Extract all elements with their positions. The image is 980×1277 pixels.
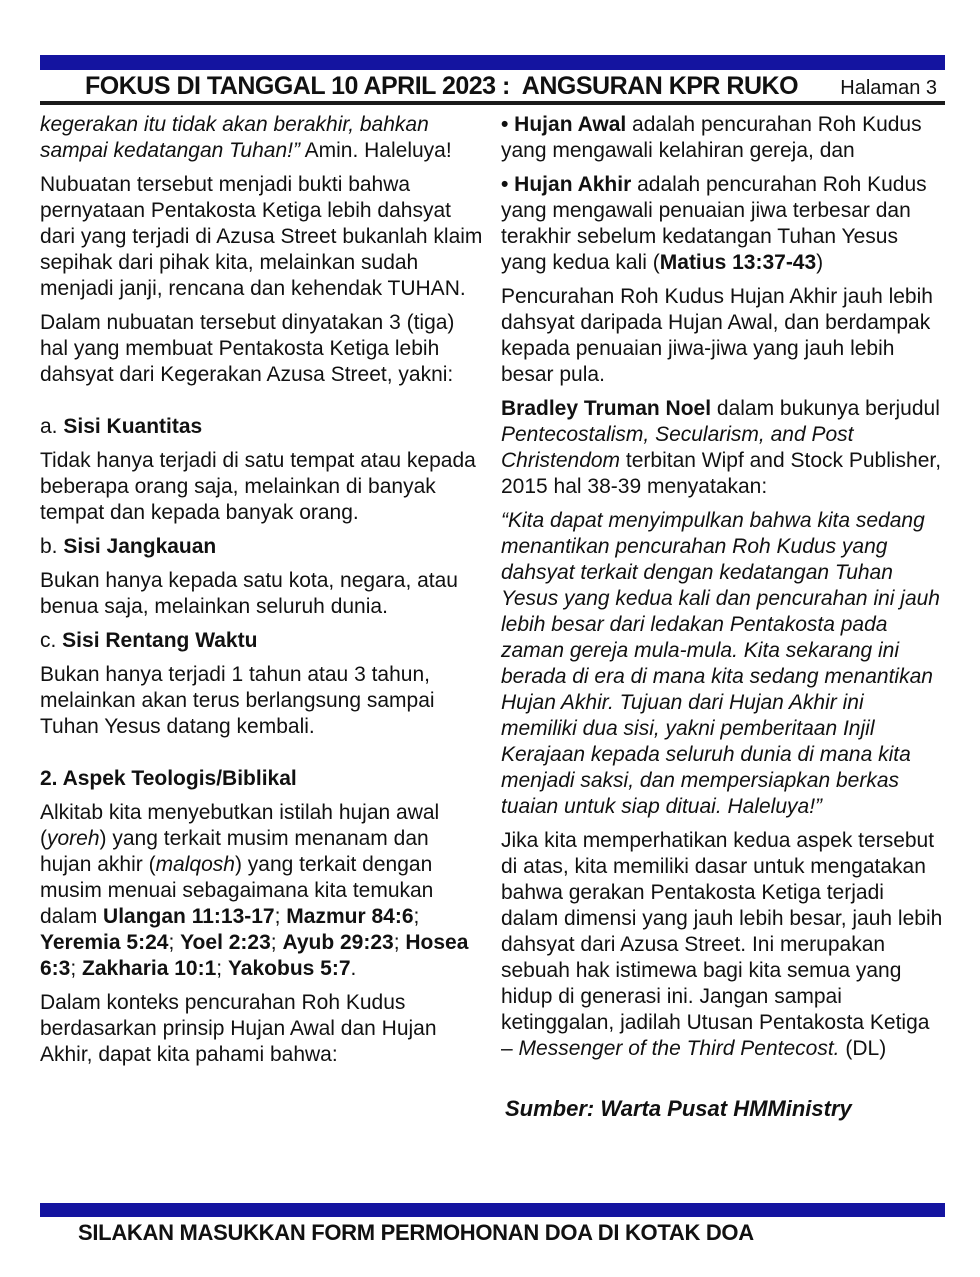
text-run: adalah pencurahan Roh Kudus yang mengawali penuaian jiwa terbesar dan terakhir sebelum kedatangan Tuhan Yesus yang kedua kali (	[501, 173, 927, 274]
paragraph	[40, 568, 483, 620]
text-run: Bukan hanya terjadi 1 tahun atau 3 tahun, melainkan akan terus berlangsung sampai Tuhan Yesus datang kembali.	[40, 663, 435, 738]
bullet-hujan-akhir	[501, 172, 944, 276]
text-run: ;	[216, 957, 228, 980]
text-run: ;	[270, 931, 283, 954]
header-divider	[40, 101, 945, 105]
text-run: adalah pencurahan Roh Kudus yang mengawali kelahiran gereja, dan	[501, 113, 922, 162]
text-run: ) yang terkait dengan musim menuai sebagaimana kita temukan dalam	[40, 853, 434, 928]
top-accent-bar	[40, 55, 945, 70]
text-run: Yakobus 5:7	[227, 957, 351, 980]
text-run: Sisi Rentang Waktu	[62, 629, 258, 652]
text-run: Ulangan 11:13-17	[103, 905, 275, 928]
text-run: malqosh	[155, 853, 235, 876]
paragraph	[501, 284, 944, 388]
paragraph	[40, 662, 483, 740]
text-run: • Hujan Awal	[501, 113, 627, 136]
paragraph	[40, 310, 483, 388]
text-run: Yeremia 5:24	[40, 931, 169, 954]
quote	[501, 508, 944, 820]
text-run: Nubuatan tersebut menjadi bukti bahwa pernyataan Pentakosta Ketiga lebih dahsyat dari yang terjadi di Azusa Street bukanlah klaim sepihak dari pihak kita, melainkan sudah menjadi janji, rencana dan kehendak TUHAN.	[40, 173, 483, 300]
text-run: ;	[413, 905, 420, 928]
source-line	[501, 1096, 944, 1122]
paragraph	[40, 800, 483, 982]
article-body	[40, 112, 945, 1130]
text-run: Yoel 2:23	[180, 931, 271, 954]
paragraph	[501, 828, 944, 1062]
text-run: Ayub 29:23	[282, 931, 394, 954]
text-run: Dalam konteks pencurahan Roh Kudus berdasarkan prinsip Hujan Awal dan Hujan Akhir, dapat kita pahami bahwa:	[40, 991, 437, 1066]
text-run: Tidak hanya terjadi di satu tempat atau kepada beberapa orang saja, melainkan di banyak tempat dan kepada banyak orang.	[40, 449, 476, 524]
paragraph-lead	[40, 112, 483, 164]
page-number: Halaman 3	[840, 77, 937, 99]
text-run: Sisi Kuantitas	[63, 415, 203, 438]
paragraph	[501, 396, 944, 500]
text-run: yoreh	[47, 827, 100, 850]
text-run: ;	[70, 957, 83, 980]
footer-accent-bar	[40, 1203, 945, 1217]
text-run: 2. Aspek Teologis/Biblikal	[40, 767, 297, 790]
footer-notice: SILAKAN MASUKKAN FORM PERMOHONAN DOA DI KOTAK DOA	[78, 1220, 754, 1245]
subheading-b	[40, 534, 483, 560]
text-run: ;	[393, 931, 406, 954]
text-run: terbitan Wipf and Stock Publisher, 2015 hal 38-39 menyatakan:	[501, 449, 942, 498]
subheading-c	[40, 628, 483, 654]
text-run: ;	[274, 905, 287, 928]
text-run: Sumber: Warta Pusat HMMinistry	[505, 1096, 852, 1121]
text-run: Bradley Truman Noel	[501, 397, 712, 420]
text-run: Bukan hanya kepada satu kota, negara, atau benua saja, melainkan seluruh dunia.	[40, 569, 458, 618]
right-column	[501, 112, 944, 1130]
text-run: dalam bukunya berjudul	[711, 397, 940, 420]
text-run: Amin. Haleluya!	[299, 139, 452, 162]
text-run: ) yang terkait musim menanam dan hujan akhir (	[40, 827, 429, 876]
section-heading	[40, 766, 483, 792]
bullet-hujan-awal	[501, 112, 944, 164]
text-run: kegerakan itu tidak akan berakhir, bahkan sampai kedatangan Tuhan!”	[40, 113, 429, 162]
text-run: Sisi Jangkauan	[63, 535, 217, 558]
page-header	[40, 72, 945, 100]
text-run: )	[816, 251, 824, 274]
text-run: Pentecostalism, Secularism, and Post Christendom	[501, 423, 854, 472]
text-run: “Kita dapat menyimpulkan bahwa kita sedang menantikan pencurahan Roh Kudus yang dahsyat terkait dengan kedatangan Tuhan Yesus yang kedua kali dan pencurahan ini jauh lebih besar dari ledakan Pentakosta pada zaman gereja mula-mula. Kita sekarang ini berada di era di mana kita sedang menantikan Hujan Akhir. Tujuan dari Hujan Akhir ini memiliki dua sisi, yakni pemberitaan Injil Kerajaan kepada seluruh dunia di mana kita menjadi saksi, dan mempersiapkan berkas tuaian untuk siap dituai. Haleluya!”	[501, 509, 940, 818]
text-run: Jika kita memperhatikan kedua aspek tersebut di atas, kita memiliki dasar untuk mengatakan bahwa gerakan Pentakosta Ketiga terjadi dalam dimensi yang jauh lebih besar, jauh lebih dahsyat dari Azusa Street. Ini merupakan sebuah hak istimewa bagi kita semua yang hidup di generasi ini. Jangan sampai ketinggalan, jadilah Utusan Pentakosta Ketiga –	[501, 829, 943, 1060]
text-run: Matius 13:37-43	[659, 251, 817, 274]
text-run: .	[350, 957, 357, 980]
paragraph	[40, 990, 483, 1068]
text-run: c.	[40, 629, 63, 652]
text-run: a.	[40, 415, 64, 438]
text-run: Hosea 6:3	[40, 931, 469, 980]
text-run: (DL)	[839, 1037, 887, 1060]
page-title: FOKUS DI TANGGAL 10 APRIL 2023 : ANGSURAN KPR RUKO	[85, 72, 799, 100]
text-run: Pencurahan Roh Kudus Hujan Akhir jauh lebih dahsyat daripada Hujan Awal, dan berdampak kepada penuaian jiwa-jiwa yang jauh lebih besar pula.	[501, 285, 933, 386]
subheading-a	[40, 414, 483, 440]
paragraph	[40, 448, 483, 526]
text-run: Dalam nubuatan tersebut dinyatakan 3 (tiga) hal yang membuat Pentakosta Ketiga lebih dahsyat dari Kegerakan Azusa Street, yakni:	[40, 311, 455, 386]
text-run: ;	[168, 931, 181, 954]
text-run: • Hujan Akhir	[501, 173, 632, 196]
left-column	[40, 112, 483, 1130]
text-run: Messenger of the Third Pentecost.	[518, 1037, 840, 1060]
text-run: Zakharia 10:1	[82, 957, 217, 980]
text-run: b.	[40, 535, 64, 558]
text-run: Alkitab kita menyebutkan istilah hujan awal (	[40, 801, 440, 850]
paragraph	[40, 172, 483, 302]
text-run: Mazmur 84:6	[286, 905, 414, 928]
